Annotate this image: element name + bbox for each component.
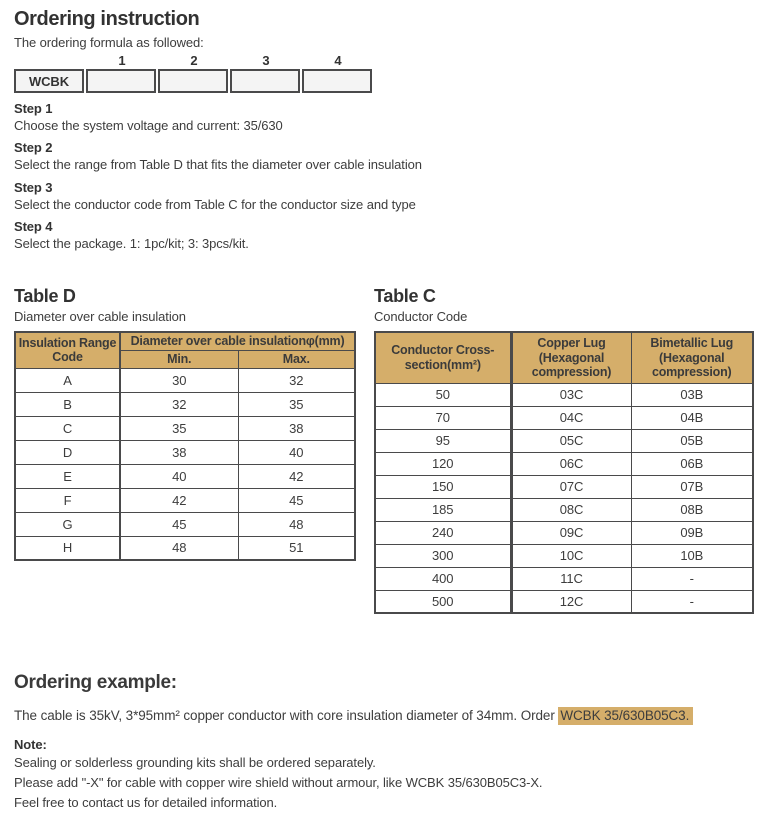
table-cell: F (15, 488, 120, 512)
table-cell: 300 (375, 544, 511, 567)
table-cell: 08B (631, 498, 753, 521)
table-row (375, 383, 753, 406)
table-cell: 42 (120, 488, 238, 512)
table-cell: C (15, 416, 120, 440)
formula-slot-1 (86, 69, 156, 93)
steps-section (14, 101, 749, 252)
table-cell: 09C (511, 521, 631, 544)
table-cell: E (15, 464, 120, 488)
table-c-body (375, 383, 753, 613)
table-cell: 48 (120, 536, 238, 560)
note-section (14, 737, 749, 812)
table-cell: - (631, 590, 753, 613)
table-cell: 07B (631, 475, 753, 498)
step-2-text: Select the range from Table D that fits the diameter over cable insulation (14, 157, 422, 173)
table-d-body (15, 368, 355, 560)
table-cell: 400 (375, 567, 511, 590)
table-cell: 10C (511, 544, 631, 567)
ordering-example-text (14, 708, 749, 723)
step-1-text: Choose the system voltage and current: 35/630 (14, 118, 283, 133)
table-cell: - (631, 567, 753, 590)
table-cell: 50 (375, 383, 511, 406)
note-line-1: Sealing or solderless grounding kits shall be ordered separately. (14, 755, 376, 770)
table-cell: 03B (631, 383, 753, 406)
table-cell: 150 (375, 475, 511, 498)
table-row (15, 392, 355, 416)
formula-position-4: 4 (334, 53, 342, 68)
table-c-header-cross-section: Conductor Cross-section(mm²) (375, 332, 511, 383)
table-cell: 40 (120, 464, 238, 488)
table-row (15, 416, 355, 440)
step-1-label: Step 1 (14, 101, 53, 116)
table-row (375, 498, 753, 521)
table-cell: 11C (511, 567, 631, 590)
formula-position-3: 3 (262, 53, 270, 68)
note-line-3: Feel free to contact us for detailed information. (14, 794, 278, 810)
step-4-text: Select the package. 1: 1pc/kit; 3: 3pcs/kit. (14, 235, 249, 251)
table-cell: 40 (238, 440, 355, 464)
page-title: Ordering instruction (14, 8, 200, 30)
tables-section (14, 286, 749, 614)
note-label: Note: (14, 737, 47, 752)
table-row (375, 521, 753, 544)
table-cell: 05B (631, 429, 753, 452)
table-cell: 185 (375, 498, 511, 521)
table-row (15, 464, 355, 488)
table-cell: 32 (238, 368, 355, 392)
table-d-group-header: Diameter over cable insulationφ(mm) (120, 332, 355, 350)
formula-intro-text: The ordering formula as followed: (14, 35, 204, 50)
table-cell: 240 (375, 521, 511, 544)
table-row (15, 488, 355, 512)
table-row (15, 368, 355, 392)
step-2-label: Step 2 (14, 140, 53, 156)
table-cell: 38 (120, 440, 238, 464)
order-code-highlight: WCBK 35/630B05C3. (558, 707, 693, 725)
table-row (15, 512, 355, 536)
formula-slot-4 (302, 69, 372, 93)
formula-position-numbers (86, 53, 749, 68)
table-cell: 48 (238, 512, 355, 536)
step-4-label: Step 4 (14, 218, 53, 234)
table-cell: 09B (631, 521, 753, 544)
ordering-example-section (14, 672, 749, 723)
table-cell: B (15, 392, 120, 416)
table-cell: 12C (511, 590, 631, 613)
table-cell: D (15, 440, 120, 464)
table-d-col1-header: Insulation Range Code (15, 332, 120, 368)
table-cell: 03C (511, 383, 631, 406)
step-3-text: Select the conductor code from Table C for the conductor size and type (14, 196, 416, 212)
table-row (375, 406, 753, 429)
table-cell: 06C (511, 452, 631, 475)
table-row (15, 440, 355, 464)
table-cell: 95 (375, 429, 511, 452)
table-row (375, 544, 753, 567)
table-row (375, 475, 753, 498)
formula-slot-2 (158, 69, 228, 93)
formula-prefix-cell: WCBK (14, 69, 84, 93)
table-d-subtitle: Diameter over cable insulation (14, 309, 186, 324)
table-c-block (374, 286, 754, 614)
step-3-label: Step 3 (14, 179, 53, 195)
formula-position-2: 2 (190, 53, 198, 68)
table-cell: 35 (120, 416, 238, 440)
note-line-2: Please add "-X" for cable with copper wire shield without armour, like WCBK 35/630B05C3-X. (14, 774, 543, 790)
formula-position-1: 1 (118, 53, 126, 68)
table-cell: H (15, 536, 120, 560)
table-cell: 32 (120, 392, 238, 416)
table-cell: 08C (511, 498, 631, 521)
table-row (375, 590, 753, 613)
table-row (375, 452, 753, 475)
table-cell: A (15, 368, 120, 392)
table-cell: 07C (511, 475, 631, 498)
table-cell: 38 (238, 416, 355, 440)
table-cell: 10B (631, 544, 753, 567)
table-cell: G (15, 512, 120, 536)
table-cell: 05C (511, 429, 631, 452)
formula-strip (14, 69, 749, 93)
table-row (375, 567, 753, 590)
ordering-example-title: Ordering example: (14, 672, 177, 693)
table-row (15, 536, 355, 560)
table-c-header-bimetallic-lug: Bimetallic Lug (Hexagonal compression) (631, 332, 753, 383)
table-c-title: Table C (374, 286, 436, 306)
table-c-header-copper-lug: Copper Lug (Hexagonal compression) (511, 332, 631, 383)
table-cell: 04B (631, 406, 753, 429)
table-cell: 51 (238, 536, 355, 560)
ordering-example-body: The cable is 35kV, 3*95mm² copper conductor with core insulation diameter of 34mm. Order (14, 708, 559, 723)
table-d-max-header: Max. (238, 350, 355, 368)
formula-slot-3 (230, 69, 300, 93)
table-cell: 45 (120, 512, 238, 536)
table-cell: 35 (238, 392, 355, 416)
table-c-subtitle: Conductor Code (374, 309, 468, 324)
table-c (374, 331, 754, 614)
table-cell: 30 (120, 368, 238, 392)
table-cell: 04C (511, 406, 631, 429)
table-cell: 45 (238, 488, 355, 512)
table-d-title: Table D (14, 286, 76, 306)
table-d-block (14, 286, 356, 561)
table-row (375, 429, 753, 452)
table-cell: 70 (375, 406, 511, 429)
table-cell: 120 (375, 452, 511, 475)
table-cell: 500 (375, 590, 511, 613)
table-cell: 42 (238, 464, 355, 488)
table-d (14, 331, 356, 561)
table-d-min-header: Min. (120, 350, 238, 368)
table-cell: 06B (631, 452, 753, 475)
